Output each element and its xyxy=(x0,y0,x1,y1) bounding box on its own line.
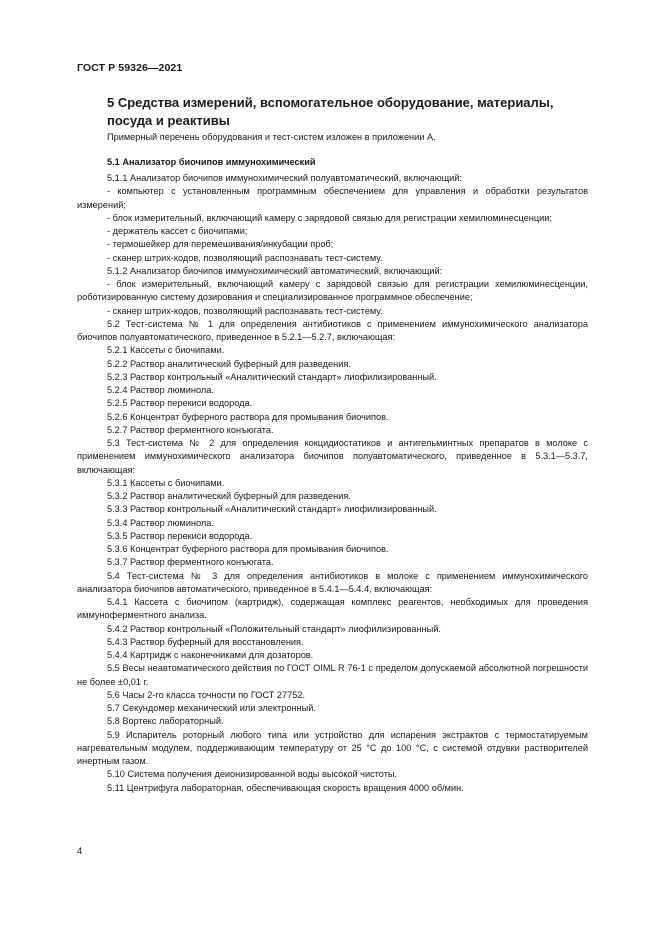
paragraph: 5.4.1 Кассета с биочипом (картридж), содержащая комплекс реагентов, необходимых для проведения иммуноферментного анализа. xyxy=(77,597,588,621)
paragraph: 5.3.3 Раствор контрольный «Аналитический стандарт» лиофилизированный. xyxy=(107,504,437,515)
section-intro: Примерный перечень оборудования и тест-систем изложен в приложении А. xyxy=(107,132,436,142)
paragraph: 5.4.3 Раствор буферный для восстановления. xyxy=(107,636,304,647)
paragraph: 5.1.2 Анализатор биочипов иммунохимический автоматический, включающий: xyxy=(107,265,443,276)
paragraph: 5.6 Часы 2-го класса точности по ГОСТ 27752. xyxy=(107,689,306,700)
paragraph: 5.3 Тест-система № 2 для определения кокцидиостатиков и антигельминтных препаратов в молоке с применением иммунохимического анализатора биочипов полуавтоматического, приведенное в 5.3.1—5.3.7, включающая: xyxy=(77,438,588,475)
paragraph: 5.3.7 Раствор ферментного конъюгата. xyxy=(107,557,274,568)
body-text xyxy=(77,172,588,795)
paragraph: 5.3.5 Раствор перекиси водорода. xyxy=(107,530,253,541)
paragraph: 5.4.4 Картридж с наконечниками для дозаторов. xyxy=(107,650,314,660)
paragraph: - держатель кассет с биочипами; xyxy=(107,226,248,236)
paragraph: 5.2.3 Раствор контрольный «Аналитический стандарт» лиофилизированный. xyxy=(107,371,437,382)
paragraph: 5.3.2 Раствор аналитический буферный для разведения. xyxy=(107,491,351,501)
paragraph: - термошейкер для перемешивания/инкубации проб; xyxy=(107,239,334,250)
paragraph: - сканер штрих-кодов, позволяющий распознавать тест-систему. xyxy=(107,305,383,316)
paragraph: - сканер штрих-кодов, позволяющий распознавать тест-систему. xyxy=(107,252,383,263)
paragraph: 5.2.2 Раствор аналитический буферный для разведения. xyxy=(107,358,351,369)
paragraph: 5.2.1 Кассеты с биочипами. xyxy=(107,345,225,356)
paragraph: 5.3.1 Кассеты с биочипами. xyxy=(107,477,225,488)
page-number: 4 xyxy=(77,846,83,857)
paragraph: 5.8 Вортекс лабораторный. xyxy=(107,716,224,727)
paragraph: 5.9 Испаритель роторный любого типа или устройство для испарения экстрактов с термостатируемым нагревательным модулем, поддерживающим температуру от 25 °С до 100 °С, с системой отдувки растворителей инертным газом. xyxy=(77,729,588,766)
paragraph: 5.7 Секундомер механический или электронный. xyxy=(107,703,316,713)
paragraph: - блок измерительный, включающий камеру с зарядовой связью для регистрации хемилюминесценции, роботизированную систему дозирования и специализированное программное обеспечение; xyxy=(77,279,588,303)
subsection-title: 5.1 Анализатор биочипов иммунохимический xyxy=(107,157,316,167)
paragraph: 5.3.4 Раствор люминола. xyxy=(107,517,214,528)
paragraph: - компьютер с установленным программным обеспечением для управления и обработки результатов измерений; xyxy=(77,186,588,210)
paragraph: 5.4.2 Раствор контрольный «Положительный стандарт» лиофилизированный. xyxy=(107,623,441,634)
paragraph: 5.2.4 Раствор люминола. xyxy=(107,385,214,395)
paragraph: 5.2 Тест-система № 1 для определения антибиотиков с применением иммунохимического анализатора биочипов полуавтоматического, приведенное в 5.2.1—5.2.7, включающая: xyxy=(77,318,588,342)
paragraph: - блок измерительный, включающий камеру с зарядовой связью для регистрации хемилюминесценции; xyxy=(107,212,552,223)
paragraph: 5.3.6 Концентрат буферного раствора для промывания биочипов. xyxy=(107,544,389,554)
paragraph: 5.10 Система получения деионизированной воды высокой чистоты. xyxy=(107,769,398,780)
paragraph: 5.2.6 Концентрат буферного раствора для промывания биочипов. xyxy=(107,411,389,422)
paragraph: 5.1.1 Анализатор биочипов иммунохимический полуавтоматический, включающий: xyxy=(107,173,462,183)
section-title: 5 Средства измерений, вспомогательное оборудование, материалы, посуда и реактивы xyxy=(107,95,554,128)
document-header: ГОСТ Р 59326—2021 xyxy=(77,62,183,74)
paragraph: 5.11 Центрифуга лабораторная, обеспечивающая скорость вращения 4000 об/мин. xyxy=(107,782,464,793)
paragraph: 5.2.5 Раствор перекиси водорода. xyxy=(107,398,253,409)
paragraph: 5.5 Весы неавтоматического действия по ГОСТ OIML R 76-1 с пределом допускаемой абсолютной погрешности не более ±0,01 г. xyxy=(77,663,588,687)
paragraph: 5.2.7 Раствор ферментного конъюгата. xyxy=(107,424,274,435)
paragraph: 5.4 Тест-система № 3 для определения антибиотиков в молоке с применением иммунохимического анализатора биочипов автоматического, приведенное в 5.4.1—5.4.4, включающая: xyxy=(77,570,588,594)
